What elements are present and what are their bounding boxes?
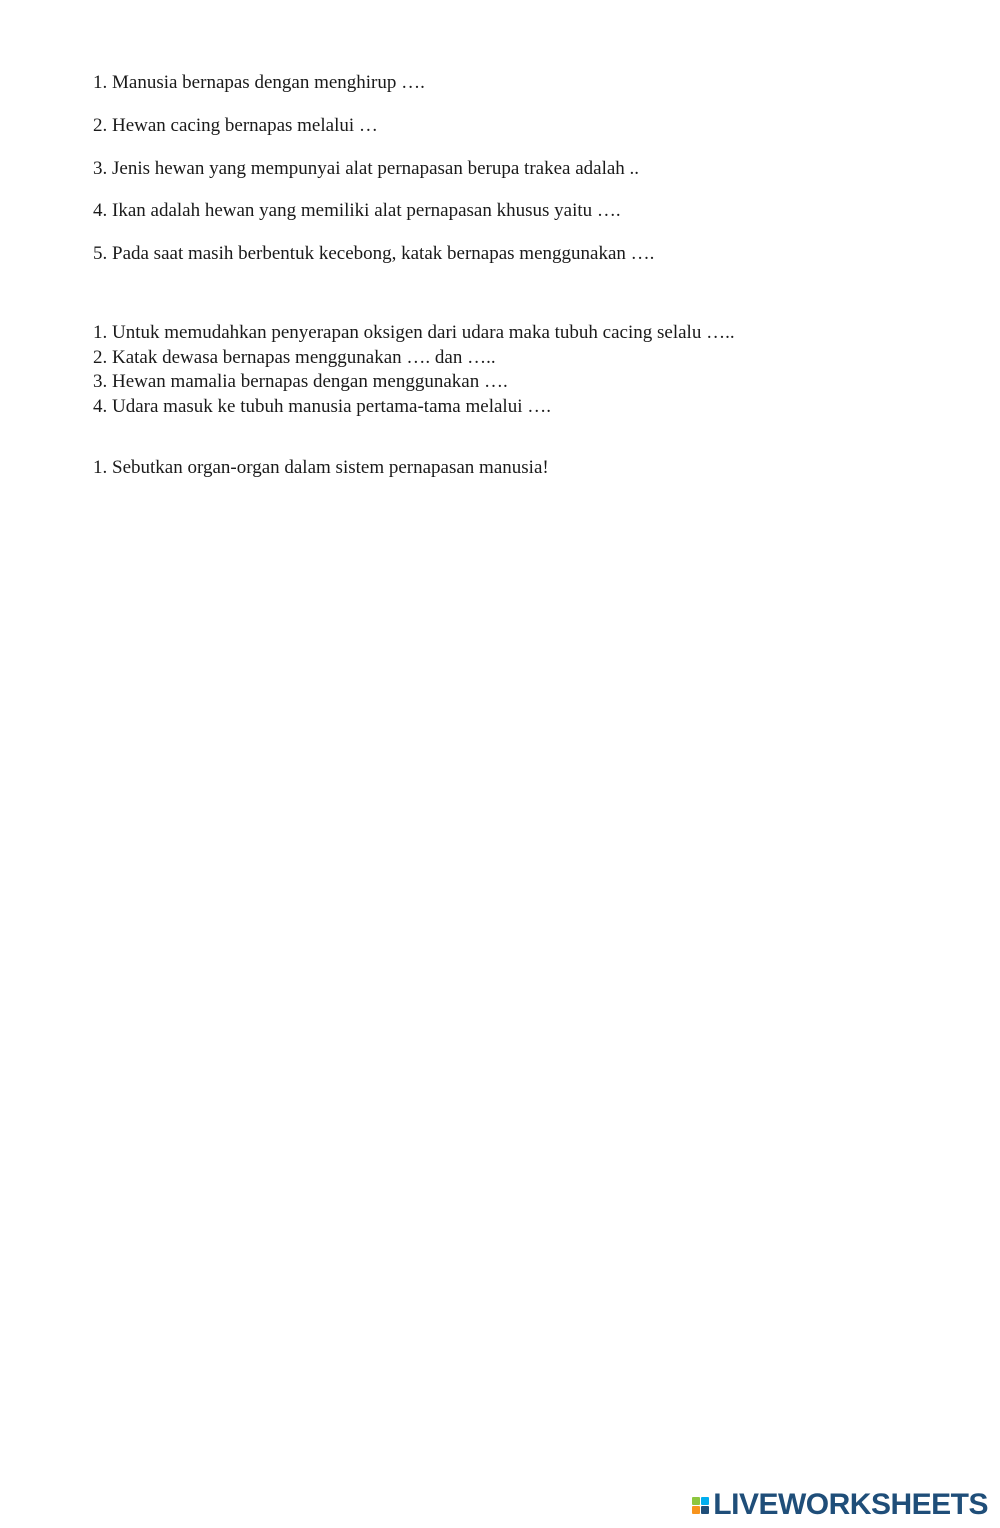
logo-mark-cell bbox=[701, 1497, 709, 1505]
logo-mark-cell bbox=[692, 1497, 700, 1505]
question-2-4: 4. Udara masuk ke tubuh manusia pertama-tama melalui …. bbox=[93, 396, 551, 417]
question-1-5: 5. Pada saat masih berbentuk kecebong, katak bernapas menggunakan …. bbox=[93, 243, 655, 264]
logo-mark-cell bbox=[701, 1506, 709, 1514]
liveworksheets-logo[interactable] bbox=[692, 1488, 988, 1522]
logo-mark-cell bbox=[692, 1506, 700, 1514]
question-1-1: 1. Manusia bernapas dengan menghirup …. bbox=[93, 72, 425, 93]
logo-text: LIVEWORKSHEETS bbox=[713, 1488, 988, 1521]
question-2-3: 3. Hewan mamalia bernapas dengan menggunakan …. bbox=[93, 371, 508, 392]
question-1-3: 3. Jenis hewan yang mempunyai alat pernapasan berupa trakea adalah .. bbox=[93, 158, 640, 179]
question-1-4: 4. Ikan adalah hewan yang memiliki alat pernapasan khusus yaitu …. bbox=[93, 200, 621, 221]
logo-mark-icon bbox=[692, 1497, 709, 1514]
question-1-2: 2. Hewan cacing bernapas melalui … bbox=[93, 115, 378, 136]
question-3-1: 1. Sebutkan organ-organ dalam sistem pernapasan manusia! bbox=[93, 457, 549, 478]
question-2-1: 1. Untuk memudahkan penyerapan oksigen dari udara maka tubuh cacing selalu ….. bbox=[93, 322, 735, 343]
question-2-2: 2. Katak dewasa bernapas menggunakan …. dan ….. bbox=[93, 347, 496, 368]
